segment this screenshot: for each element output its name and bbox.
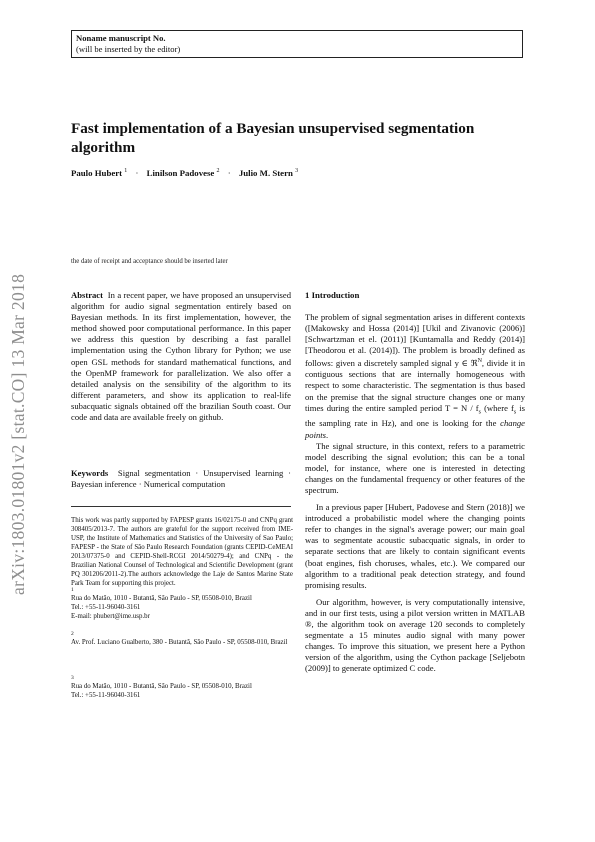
author-separator: · bbox=[227, 168, 231, 178]
intro-paragraph-3: In a previous paper [Hubert, Padovese and Stern (2018)] we introduced a probabilistic model where the changing points refer to changes in the signal's average power; our main goal was to segmentate acoustic subacquatic signals, in order to separate sections that are likely to contain significant events (boat engines, fish choruses, whales, etc.). We compared our algorithm to a traditional peak detection strategy, and found promising results. bbox=[305, 502, 525, 590]
intro-subscript: s bbox=[513, 409, 517, 416]
intro-text: . bbox=[326, 429, 329, 440]
abstract-label: Abstract bbox=[71, 290, 103, 300]
keywords-label: Keywords bbox=[71, 468, 109, 478]
keywords bbox=[71, 468, 291, 490]
arxiv-stamp: arXiv:1803.01801v2 [stat.CO] 13 Mar 2018 bbox=[8, 273, 28, 595]
footnote-rule bbox=[71, 506, 291, 507]
abstract bbox=[71, 290, 291, 423]
affiliation-1 bbox=[71, 587, 293, 621]
manuscript-box bbox=[71, 30, 523, 58]
author-name: Linilson Padovese bbox=[146, 168, 215, 178]
intro-paragraph-4: Our algorithm, however, is very computationally intensive, and in our first tests, using a pilot version written in MATLAB ®, the algorithm took on average 120 seconds to completely segmentate a 15 minutes audio signal with many power changes. To improve this situation, we present here a Python version of the algorithm, using the Cython package [Seljebotn (2009)] to generate optimized C code. bbox=[305, 596, 525, 674]
intro-subscript: s bbox=[478, 409, 481, 416]
affiliation-number: 3 bbox=[71, 675, 74, 681]
introduction-body bbox=[305, 312, 525, 674]
author-mark: 1 bbox=[124, 168, 128, 174]
keywords-text: Signal segmentation · Unsupervised learning · Bayesian inference · Numerical computation bbox=[71, 468, 292, 490]
intro-text: (where f bbox=[481, 402, 514, 413]
manuscript-number-label: Noname manuscript No. bbox=[76, 33, 166, 43]
author-mark: 2 bbox=[216, 168, 220, 174]
paper-title: Fast implementation of a Bayesian unsupervised segmentation algorithm bbox=[71, 120, 475, 156]
author-separator: · bbox=[135, 168, 139, 178]
affiliation-line: Rua do Matão, 1010 - Butantã, São Paulo - SP, 05508-010, Brazil bbox=[71, 683, 252, 690]
author-name: Paulo Hubert bbox=[71, 168, 123, 178]
editor-note: (will be inserted by the editor) bbox=[76, 44, 181, 54]
intro-superscript: N bbox=[477, 358, 482, 365]
affiliation-number: 1 bbox=[71, 587, 74, 593]
support-footnote: This work was partly supported by FAPESP grants 16/02175-0 and CNPq grant 308405/2013-7. The authors are grateful for the support received from IME-USP, the Institute of Mathematics and Statistics of the University of Sao Paulo; FAPESP - the State of São Paulo Research Foundation (grants CEPID-CeMEAI 2013/07375-0 and CEPID-Shell-RCGI 2014/50279-4); and CNPq - the Brazilian National Counsel of Technological and Scientific Development (grant PQ 301206/2011-2).The authors acknowledge the Laje de Santos Marine State Park Team for supporting this project. bbox=[71, 517, 293, 587]
intro-paragraph-1 bbox=[305, 312, 525, 441]
author-mark: 3 bbox=[295, 168, 299, 174]
affiliation-line: Tel.: +55-11-96040-3161 bbox=[71, 692, 141, 699]
affiliation-line: Tel.: +55-11-96040-3161 bbox=[71, 604, 141, 611]
intro-paragraph-2: The signal structure, in this context, refers to a parametric model describing the signal evolution; this can be a tonal model, for instance, where one is interested in detecting changes on the fundamental frequency or other features of the spectrum. bbox=[305, 440, 525, 495]
author-list bbox=[71, 168, 531, 178]
intro-text: The problem of signal segmentation arises in different contexts ([Makowsky and Hossa (2014)] [Ukil and Zivanovic (2006)] [Schwartzman et el. (2011)] [Kuntamalla and Reddy (2014)] [Theodorou et al. (2014)]). The problem is broadly defined as follows: given a discretely sampled signal y ∈ ℜ bbox=[305, 312, 525, 369]
abstract-text: In a recent paper, we have proposed an unsupervised algorithm for audio signal segmentation entirely based on Bayesian methods. In its first implementation, however, the method showed poor computational performance. In this paper we address this question by describing a fast parallel implementation using the Cython library for Python; we use open GSL methods for standard mathematical functions, and the OpenMP framework for parallelization. We also offer a detailed analysis on the sensibility of the algorithm to its different parameters, and show its application to real-life subacquatic signals obtained off the brazilian South coast. Our code and data are available freely on github. bbox=[71, 290, 292, 423]
section-heading-introduction: 1 Introduction bbox=[305, 290, 360, 300]
affiliation-number: 2 bbox=[71, 631, 74, 637]
intro-text: , divide it in contiguous sections that are internally homogeneous with respect to some characteristic. The segmentation is thus based on the premise that the signal structure changes one or many times during the entire sampled period T = N / f bbox=[305, 358, 525, 413]
author-name: Julio M. Stern bbox=[238, 168, 293, 178]
affiliation-line: Rua do Matão, 1010 - Butantã, São Paulo - SP, 05508-010, Brazil bbox=[71, 595, 252, 602]
affiliation-email: E-mail: phubert@ime.usp.br bbox=[71, 613, 150, 620]
affiliation-line: Av. Prof. Luciano Gualberto, 380 - Butantã, São Paulo - SP, 05508-010, Brazil bbox=[71, 639, 288, 646]
intro-emphasis: change points bbox=[305, 418, 525, 440]
affiliation-2 bbox=[71, 631, 293, 647]
received-note: the date of receipt and acceptance should be inserted later bbox=[71, 258, 228, 265]
intro-text: is the sampling rate in Hz), and one is looking for the bbox=[305, 402, 526, 429]
affiliation-3 bbox=[71, 675, 293, 700]
